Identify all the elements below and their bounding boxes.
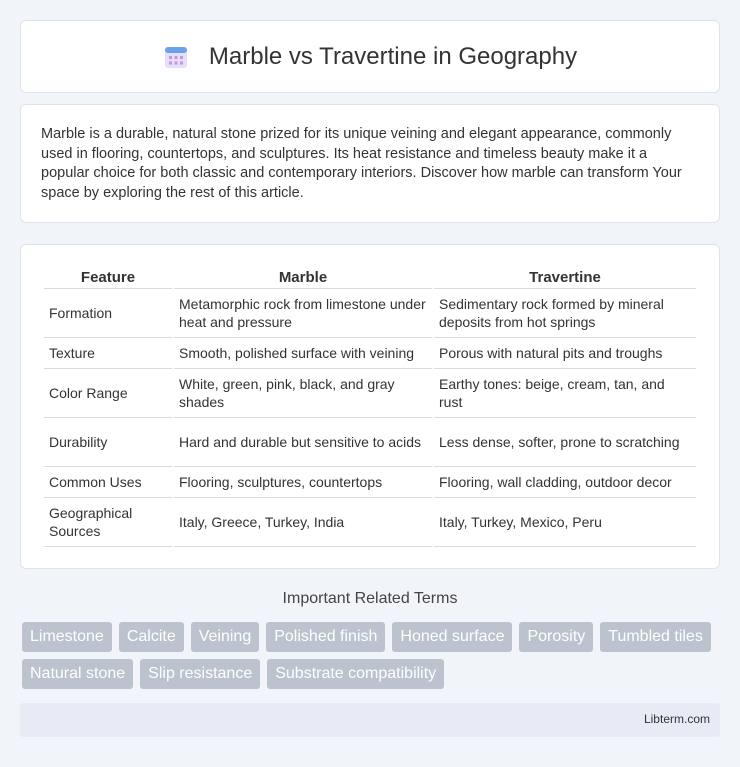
table-row [44, 418, 696, 467]
term-tag[interactable]: Substrate compatibility [267, 659, 444, 689]
table-row [44, 369, 696, 418]
marble-cell: Smooth, polished surface with veining [174, 338, 432, 369]
footer-site-link[interactable]: Libterm.com [643, 712, 710, 726]
table-row [44, 338, 696, 369]
travertine-cell: Earthy tones: beige, cream, tan, and rust [434, 369, 696, 418]
column-header: Travertine [434, 267, 696, 289]
term-tag[interactable]: Limestone [22, 622, 112, 652]
term-tag[interactable]: Natural stone [22, 659, 133, 689]
marble-cell: Hard and durable but sensitive to acids [174, 418, 432, 467]
term-tag[interactable]: Tumbled tiles [600, 622, 711, 652]
feature-cell: Texture [44, 338, 172, 369]
feature-cell: Geographical Sources [44, 498, 172, 547]
marble-cell: White, green, pink, black, and gray shades [174, 369, 432, 418]
feature-cell: Color Range [44, 369, 172, 418]
term-tag[interactable]: Calcite [119, 622, 184, 652]
comparison-table-card [20, 244, 720, 569]
travertine-cell: Porous with natural pits and troughs [434, 338, 696, 369]
page-title: Marble vs Travertine in Geography [208, 42, 578, 70]
footer [20, 703, 720, 737]
calendar-icon [163, 44, 189, 70]
feature-cell: Durability [44, 418, 172, 467]
related-terms-list [22, 622, 722, 689]
travertine-cell: Sedimentary rock formed by mineral deposits from hot springs [434, 289, 696, 338]
intro-text: Marble is a durable, natural stone prized for its unique veining and elegant appearance, commonly used in flooring, countertops, and sculptures. Its heat resistance and timeless beauty make it a popular choice for both classic and contemporary interiors. Discover how marble can transform Your space by exploring the rest of this article. [41, 126, 682, 201]
page-header [20, 20, 720, 93]
table-row [44, 467, 696, 498]
term-tag[interactable]: Polished finish [266, 622, 385, 652]
marble-cell: Metamorphic rock from limestone under heat and pressure [174, 289, 432, 338]
intro-section [20, 104, 720, 223]
column-header: Feature [44, 267, 172, 289]
column-header: Marble [174, 267, 432, 289]
related-terms-title: Important Related Terms [282, 590, 458, 607]
term-tag[interactable]: Porosity [519, 622, 593, 652]
feature-cell: Formation [44, 289, 172, 338]
marble-cell: Flooring, sculptures, countertops [174, 467, 432, 498]
comparison-table [42, 267, 698, 547]
marble-cell: Italy, Greece, Turkey, India [174, 498, 432, 547]
travertine-cell: Flooring, wall cladding, outdoor decor [434, 467, 696, 498]
table-row [44, 289, 696, 338]
term-tag[interactable]: Honed surface [392, 622, 512, 652]
feature-cell: Common Uses [44, 467, 172, 498]
term-tag[interactable]: Veining [191, 622, 260, 652]
travertine-cell: Italy, Turkey, Mexico, Peru [434, 498, 696, 547]
table-row [44, 498, 696, 547]
table-header-row [44, 267, 696, 289]
term-tag[interactable]: Slip resistance [140, 659, 260, 689]
travertine-cell: Less dense, softer, prone to scratching [434, 418, 696, 467]
